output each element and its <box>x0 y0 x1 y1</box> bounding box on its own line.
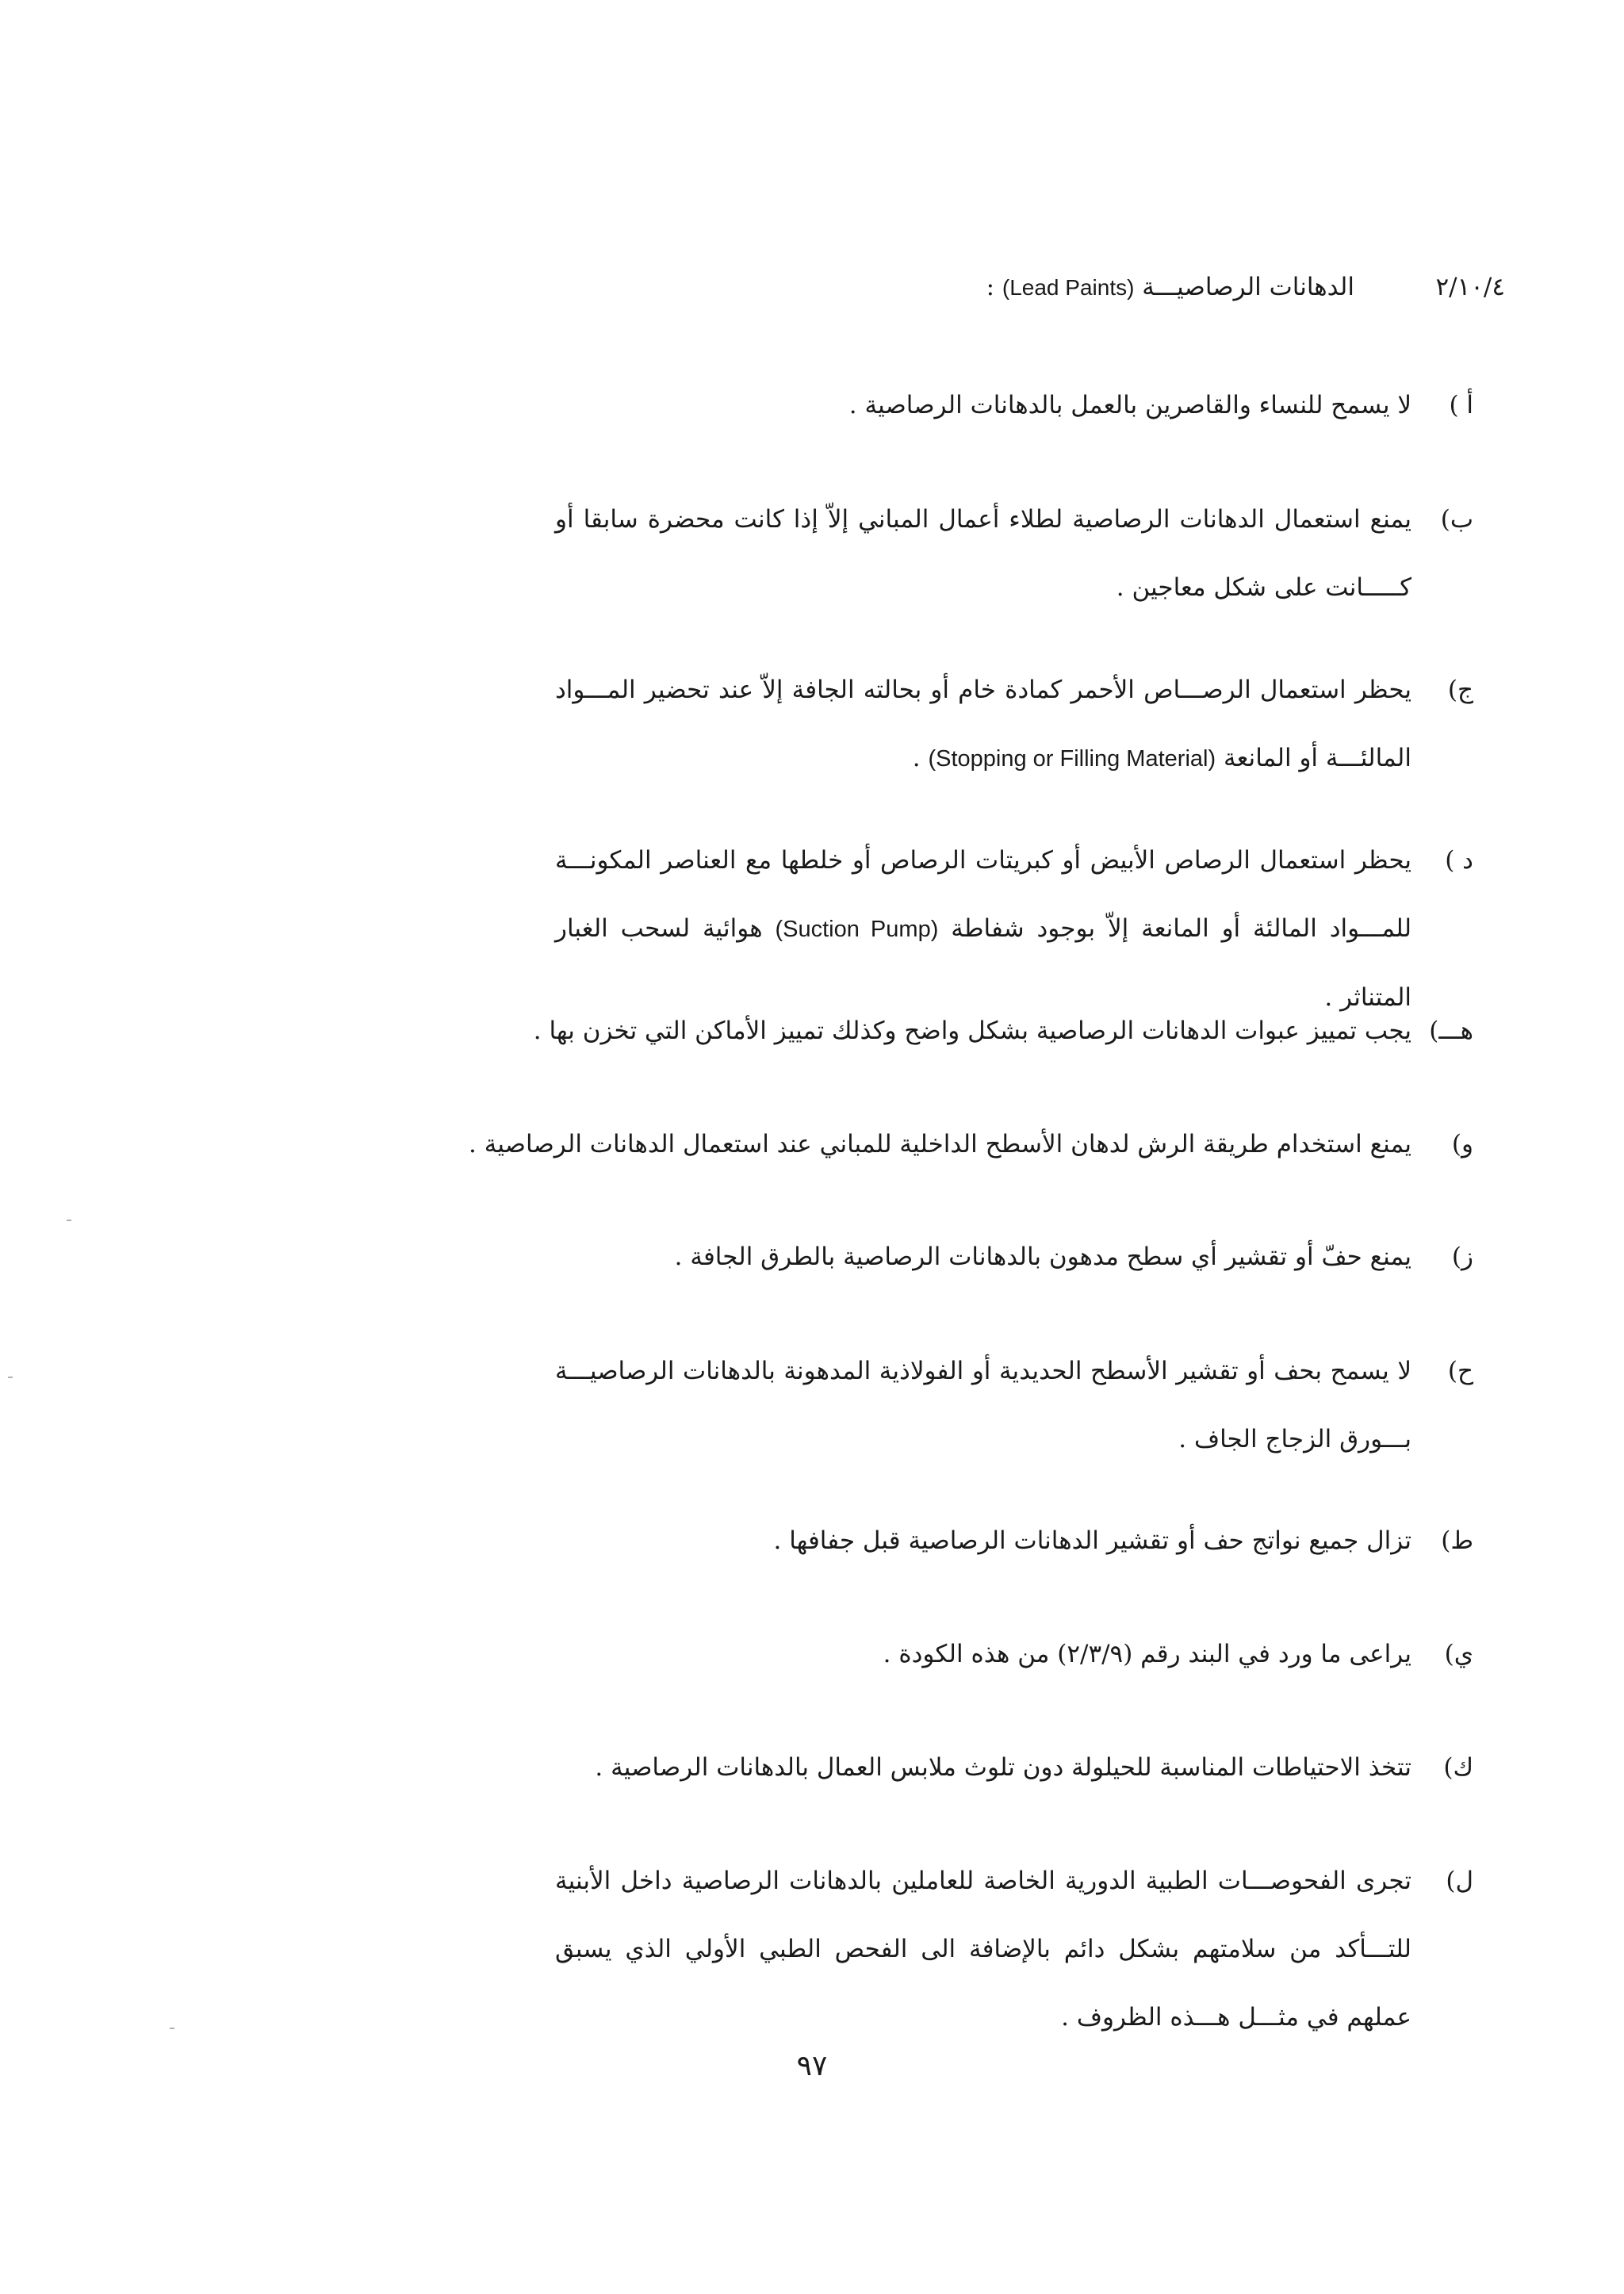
section-title <box>986 273 1354 301</box>
list-item <box>268 1733 1473 1802</box>
item-letter: ي) <box>1444 1640 1473 1668</box>
item-letter: ك) <box>1443 1753 1473 1782</box>
list-item <box>268 485 1473 622</box>
item-text: تزال جميع نواتج حف أو تقشير الدهانات الرصاصية قبل جفافها . <box>773 1526 1411 1555</box>
scan-speck <box>8 1377 13 1378</box>
item-text-english: (Stopping or Filling Material) <box>928 746 1216 772</box>
list-item <box>268 371 1473 439</box>
item-letter: ح) <box>1447 1357 1473 1385</box>
item-text: يمنع حفّ أو تقشير أي سطح مدهون بالدهانات الرصاصية بالطرق الجافة . <box>674 1243 1411 1271</box>
item-text <box>555 656 1411 793</box>
section-title-arabic: الدهانات الرصاصيـــة <box>1142 273 1354 301</box>
item-text: يجب تمييز عبوات الدهانات الرصاصية بشكل واضح وكذلك تمييز الأماكن التي تخزن بها . <box>533 1017 1411 1045</box>
section-heading <box>157 263 1505 311</box>
section-number: ٢/١٠/٤ <box>1435 273 1505 301</box>
list-item <box>268 1110 1473 1178</box>
item-letter: ز) <box>1451 1243 1473 1271</box>
item-text-arabic: يحظر استعمال الرصاص الأبيض أو كبريتات الرصاص أو خلطها مع العناصر المكونـــة للمـــواد المالئة أو المانعة إلاّ بوجود شفاطة <box>555 846 1412 943</box>
item-text-end: . <box>912 744 921 772</box>
item-text-end: هوائية لسحب الغبار المتناثر . <box>555 914 1411 1012</box>
section-title-english: (Lead Paints) <box>1002 275 1135 300</box>
list-item <box>268 1847 1473 2051</box>
list-item <box>268 997 1473 1065</box>
list-item <box>268 1337 1473 1473</box>
item-letter: أ ) <box>1449 391 1473 419</box>
item-text-english: (Suction Pump) <box>775 917 939 942</box>
list-item <box>268 656 1473 793</box>
item-letter: ب) <box>1440 505 1473 534</box>
item-text: تجرى الفحوصـــات الطبية الدورية الخاصة للعاملين بالدهانات الرصاصية داخل الأبنية للتـــأكد من سلامتهم بشكل دائم بالإضافة الى الفحص الطبي الأولي الذي يسبق عملهم في مثـــل هـــذه الظروف . <box>555 1867 1411 2032</box>
item-text: لا يسمح بحف أو تقشير الأسطح الحديدية أو الفولاذية المدهونة بالدهانات الرصاصيـــة بـــورق الزجاج الجاف . <box>555 1357 1411 1453</box>
item-letter: ط) <box>1441 1526 1473 1555</box>
item-letter: ل) <box>1446 1867 1473 1895</box>
item-text: تتخذ الاحتياطات المناسبة للحيلولة دون تلوث ملابس العمال بالدهانات الرصاصية . <box>595 1753 1411 1782</box>
list-item <box>268 1620 1473 1688</box>
item-letter: هـــ) <box>1429 1017 1473 1045</box>
item-letter: ج) <box>1447 676 1473 704</box>
list-item <box>268 1223 1473 1291</box>
item-letter: و) <box>1451 1130 1473 1158</box>
scan-speck <box>170 2028 174 2029</box>
item-text: لا يسمح للنساء والقاصرين بالعمل بالدهانات الرصاصية . <box>848 391 1411 419</box>
item-text: يمنع استعمال الدهانات الرصاصية لطلاء أعمال المباني إلاّ إذا كانت محضرة سابقا أو كـــــانت على شكل معاجين . <box>555 505 1411 602</box>
item-text-arabic: يحظر استعمال الرصـــاص الأحمر كمادة خام أو بحالته الجافة إلاّ عند تحضير المـــواد المالئـــة أو المانعة <box>555 676 1411 772</box>
item-text: يراعى ما ورد في البند رقم (٢/٣/٩) من هذه الكودة . <box>883 1640 1411 1668</box>
list-item <box>268 1507 1473 1575</box>
page-number: ٩٧ <box>796 2050 828 2082</box>
item-letter: د ) <box>1445 846 1473 875</box>
scan-speck <box>67 1220 71 1221</box>
item-text: يمنع استخدام طريقة الرش لدهان الأسطح الداخلية للمباني عند استعمال الدهانات الرصاصية . <box>469 1130 1411 1158</box>
section-title-colon: : <box>986 273 995 301</box>
